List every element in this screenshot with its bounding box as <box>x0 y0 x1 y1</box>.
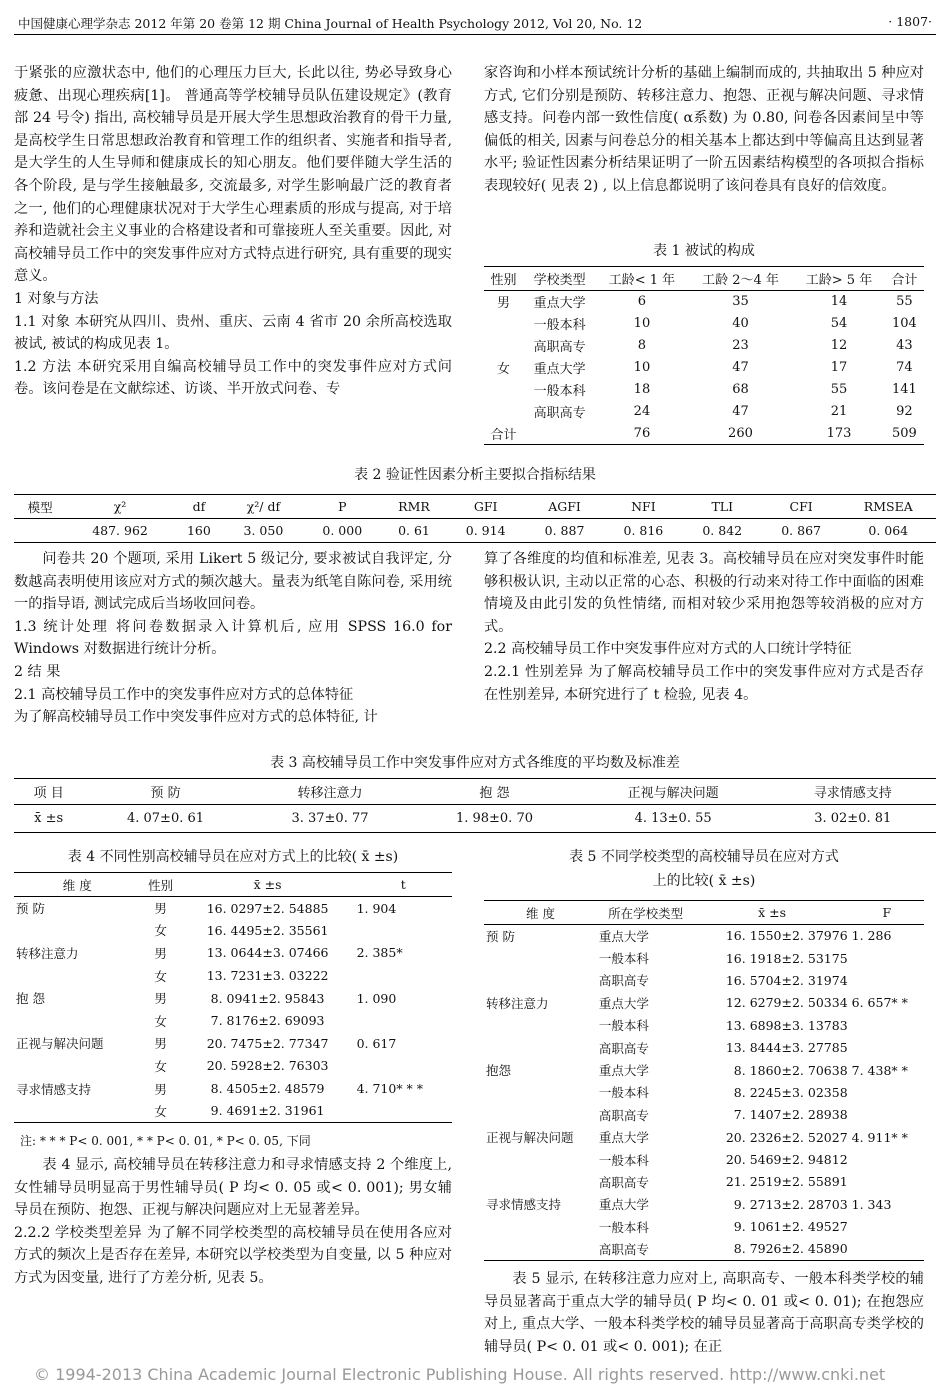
table-cell: 9. 2713±2. 28703 <box>733 1196 848 1212</box>
table-header-cell: χ² <box>113 499 127 514</box>
table-cell: 4. 13±0. 55 <box>634 811 712 826</box>
table-cell: 160 <box>186 523 211 538</box>
table1-caption: 表 1 被试的构成 <box>653 243 755 259</box>
table-row <box>484 1148 924 1170</box>
table-cell: 高职高专 <box>598 973 649 989</box>
table-cell <box>484 401 523 423</box>
table-row <box>14 942 452 965</box>
table-cell: 13. 7231±3. 03222 <box>206 968 329 984</box>
table-cell: 35 <box>732 294 749 310</box>
table-cell <box>850 1036 924 1058</box>
table-cell: 13. 0644±3. 07466 <box>206 945 329 961</box>
table-cell: 女 <box>154 968 167 984</box>
table-cell: 487. 962 <box>92 523 148 538</box>
table-cell: 抱怨 <box>486 1063 512 1079</box>
table-cell: 一般本科 <box>598 1219 649 1235</box>
table-cell <box>14 1055 141 1078</box>
table-header-cell: 所在学校类型 <box>608 905 684 921</box>
paragraph: 算了各维度的均值和标准差, 见表 3。高校辅导员在应对突发事件时能够积极认识, 主动以正常的心态、积极的行动来对待工作中面临的困难情境及由此引发的负性情绪, 而相对较少采用抱怨等较消极的应对方式。 <box>484 551 924 635</box>
table-cell: 0. 914 <box>465 523 506 538</box>
table-cell: 8. 1860±2. 70638 <box>733 1062 848 1078</box>
table-cell: 6 <box>637 294 647 310</box>
table-row <box>484 1036 924 1058</box>
section-heading: 1 对象与方法 <box>14 290 99 307</box>
table-cell: 16. 1918±2. 53175 <box>725 950 848 966</box>
subsection-heading: 2.2 高校辅导员工作中突发事件应对方式的人口统计学特征 <box>484 641 852 658</box>
table-cell: 男 <box>154 991 167 1007</box>
table-header-cell: 模型 <box>27 499 53 515</box>
table-cell: 合计 <box>490 427 517 443</box>
paragraph: 1.3 统计处理 将问卷数据录入计算机后, 应用 SPSS 16.0 for Windows 对数据进行统计分析。 <box>14 618 452 658</box>
header-rule <box>14 34 936 35</box>
table-cell: 20. 5469±2. 94812 <box>725 1152 848 1168</box>
table-row <box>14 919 452 942</box>
table-cell: 13. 6898±3. 13783 <box>725 1017 848 1033</box>
table-cell <box>850 1104 924 1126</box>
table4-caption: 表 4 不同性别高校辅导员在应对方式上的比较( x̄ ±s) <box>67 849 399 865</box>
table-cell: 16. 5704±2. 31974 <box>725 972 848 988</box>
table-cell <box>484 1216 597 1238</box>
table-cell: 正视与解决问题 <box>486 1130 574 1146</box>
table-cell: 16. 4495±2. 35561 <box>206 922 329 938</box>
table-cell <box>850 1216 924 1238</box>
table-row <box>14 1009 452 1032</box>
table-header-row <box>484 901 924 925</box>
table-cell <box>850 1171 924 1193</box>
table-cell: 重点大学 <box>598 995 649 1011</box>
table5-caption: 表 5 不同学校类型的高校辅导员在应对方式 <box>569 849 839 865</box>
table-header-cell: t <box>400 877 406 892</box>
table-cell: 20. 5928±2. 76303 <box>206 1058 329 1074</box>
table-row <box>14 1032 452 1055</box>
table-cell <box>850 1148 924 1170</box>
table-row <box>484 1216 924 1238</box>
table-header-cell: AGFI <box>548 499 581 514</box>
table-row <box>484 947 924 969</box>
table-cell <box>484 1148 597 1170</box>
table-cell: 女 <box>154 923 167 939</box>
table-cell: 12 <box>830 338 848 353</box>
table-row <box>484 1126 924 1148</box>
table-cell: 13. 8444±3. 27785 <box>725 1040 848 1056</box>
table-cell: 74 <box>896 360 913 375</box>
paragraph: 表 5 显示, 在转移注意力应对上, 高职高专、一般本科类学校的辅导员显著高于重点大学的辅导员( P 均< 0. 01 或< 0. 01); 在抱怨应对上, 重点大学、一般本科类学校的辅导员显著高于高职高专类学校的辅导员( P< 0. 01 或< 0. 001); 在正 <box>484 1271 924 1355</box>
table-cell: x̄ ±s <box>34 811 64 826</box>
table-header-row <box>14 495 936 519</box>
table-row <box>484 1104 924 1126</box>
table-cell <box>355 1009 452 1032</box>
table-header-row <box>14 873 452 897</box>
table-header-cell: 寻求情感支持 <box>813 786 892 801</box>
table-cell <box>355 919 452 942</box>
left-column-top <box>14 62 452 401</box>
table-cell: 8. 0941±2. 95843 <box>210 990 325 1006</box>
table-cell: 0. 887 <box>544 523 585 538</box>
table-row <box>14 964 452 987</box>
table-header-cell: P <box>338 499 347 514</box>
table-cell <box>850 1014 924 1036</box>
table-header-cell: F <box>882 905 892 920</box>
table-cell: 68 <box>732 382 749 397</box>
table-cell: 173 <box>826 425 852 441</box>
table-cell: 一般本科 <box>598 1018 649 1034</box>
table5 <box>484 900 924 1261</box>
table-cell: 重点大学 <box>533 362 586 377</box>
table-cell: 一般本科 <box>598 951 649 967</box>
table-cell: 92 <box>896 404 913 419</box>
table-row <box>14 805 936 833</box>
table-row <box>484 291 924 313</box>
table-cell: 寻求情感支持 <box>16 1081 92 1097</box>
table2 <box>14 494 936 543</box>
table-row <box>14 987 452 1010</box>
subsection-heading: 2.1 高校辅导员工作中的突发事件应对方式的总体特征 <box>14 686 354 703</box>
table4 <box>14 872 452 1123</box>
table-cell: 55 <box>830 382 848 397</box>
table-cell: 43 <box>896 338 913 353</box>
table-cell: 9. 4691±2. 31961 <box>210 1103 325 1119</box>
table-row <box>484 313 924 335</box>
table-cell: 8 <box>637 338 647 353</box>
table-header-cell: RMSEA <box>863 499 913 514</box>
table-cell: 一般本科 <box>598 1085 649 1101</box>
table-header-cell: 合计 <box>891 273 918 288</box>
table-cell: 23 <box>732 338 749 353</box>
table1 <box>484 266 924 445</box>
table-cell: 55 <box>896 294 913 310</box>
table-cell <box>355 1055 452 1078</box>
table-cell: 女 <box>154 1058 167 1074</box>
table-cell: 高职高专 <box>598 1040 649 1056</box>
table-header-row <box>484 267 924 291</box>
table-cell: 104 <box>892 316 917 331</box>
table-row <box>484 335 924 357</box>
table-cell: 一般本科 <box>533 318 586 333</box>
table-header-cell: NFI <box>631 499 656 514</box>
table-row <box>484 1171 924 1193</box>
table-row <box>484 969 924 991</box>
paragraph: 1.2 方法 本研究采用自编高校辅导员工作中的突发事件应对方式问卷。该问卷是在文献综述、访谈、半开放式问卷、专 <box>14 358 452 398</box>
paragraph: 问卷共 20 个题项, 采用 Likert 5 级记分, 要求被试自我评定, 分数越高表明使用该应对方式的频次越大。量表为纸笔自陈问卷, 采用统一的指导语, 测试完成后当场收回问卷。 <box>14 551 452 613</box>
table-row <box>14 897 452 920</box>
table-cell: 17 <box>830 360 848 375</box>
table-header-cell: 项 目 <box>33 786 64 801</box>
journal-header: 中国健康心理学杂志 2012 年第 20 卷第 12 期 China Journal of Health Psychology 2012, Vol 20, No. 12 <box>18 16 643 31</box>
table-cell <box>355 1100 452 1123</box>
table-row <box>484 925 924 947</box>
table-cell: 1. 904 <box>356 900 397 916</box>
table-cell: 8. 2245±3. 02358 <box>733 1084 848 1100</box>
table-cell: 12. 6279±2. 50334 <box>725 995 848 1011</box>
table-cell: 女 <box>497 362 511 377</box>
paragraph: 表 4 显示, 高校辅导员在转移注意力和寻求情感支持 2 个维度上, 女性辅导员明显高于男性辅导员( P 均< 0. 05 或< 0. 001); 男女辅导员在预防、抱怨、正视与解决问题应对上无显著差异。 <box>14 1157 452 1219</box>
paragraph: 1.1 对象 本研究从四川、贵州、重庆、云南 4 省市 20 余所高校选取被试, 被试的构成见表 1。 <box>14 313 452 353</box>
table-cell <box>14 1009 141 1032</box>
table-header-cell: 正视与解决问题 <box>627 786 719 801</box>
table-cell: 10 <box>633 360 651 375</box>
table-cell <box>850 1238 924 1260</box>
table-row <box>484 1081 924 1103</box>
right-column-top <box>484 62 924 198</box>
table-cell <box>484 969 597 991</box>
table-cell: 4. 911* * <box>851 1129 908 1145</box>
table-cell: 转移注意力 <box>486 995 549 1011</box>
table-cell <box>14 1100 141 1123</box>
table-cell: 高职高专 <box>598 1174 649 1190</box>
table-cell: 2. 385* <box>356 945 403 961</box>
table-row <box>484 1238 924 1260</box>
table-cell: 预 防 <box>486 928 515 944</box>
table-row <box>14 519 936 543</box>
table-cell <box>484 313 523 335</box>
table-cell: 0. 617 <box>356 1035 397 1051</box>
table-cell: 男 <box>154 1036 167 1052</box>
table-header-row <box>14 779 936 805</box>
table-cell: 40 <box>732 316 749 331</box>
table-cell: 男 <box>154 945 167 961</box>
table-cell <box>484 1036 597 1058</box>
table-cell: 260 <box>728 425 753 441</box>
table-cell: 1. 98±0. 70 <box>455 811 533 826</box>
table-cell: 21 <box>830 404 848 419</box>
table-cell: 高职高专 <box>533 406 586 421</box>
table-cell: 18 <box>633 382 651 397</box>
table-cell: 16. 0297±2. 54885 <box>206 900 329 916</box>
table-cell: 47 <box>732 360 749 375</box>
table-cell: 转移注意力 <box>16 945 79 961</box>
table-cell: 4. 710* * * <box>356 1081 424 1097</box>
table-row <box>484 379 924 401</box>
table-cell: 16. 1550±2. 37976 <box>725 928 848 944</box>
table-cell: 6. 657* * <box>851 995 908 1011</box>
table-cell: 男 <box>154 901 167 917</box>
table-row <box>484 401 924 423</box>
table-cell: 重点大学 <box>598 1130 649 1146</box>
table-cell <box>484 947 597 969</box>
table-header-cell: 工龄 2～4 年 <box>702 273 779 288</box>
table-cell: 47 <box>732 404 749 419</box>
right-column-bottom <box>484 1268 924 1358</box>
table-cell: 7. 8176±2. 69093 <box>210 1013 325 1029</box>
table-cell: 一般本科 <box>533 384 586 399</box>
table-cell: 8. 4505±2. 48579 <box>210 1081 325 1097</box>
table-row <box>484 423 924 445</box>
table-header-cell: TLI <box>711 499 734 514</box>
table-cell: 0. 000 <box>322 523 363 538</box>
table-cell: 重点大学 <box>598 928 649 944</box>
paragraph: 2.2.1 性别差异 为了解高校辅导员工作中的突发事件应对方式是否存在性别差异, 本研究进行了 t 检验, 见表 4。 <box>484 663 924 703</box>
table-cell: 20. 7475±2. 77347 <box>206 1035 329 1051</box>
table-cell: 1. 343 <box>851 1196 892 1212</box>
table-row <box>484 992 924 1014</box>
left-column-mid <box>14 548 452 729</box>
left-column-bottom <box>14 1154 452 1290</box>
table-cell: 8. 7926±2. 45890 <box>733 1241 848 1257</box>
paragraph: 于紧张的应激状态中, 他们的心理压力巨大, 长此以往, 势必导致身心疲惫、出现心理疾病[1]。 普通高等学校辅导员队伍建设规定》(教育部 24 号令) 指出, 高校辅导员是开展大学生思想政治教育的骨干力量, 是高校学生日常思想政治教育和管理工作的组织者、实施者和指导者, 是大学生的人生导师和健康成长的知心朋友。他们要伴随大学生活的各个阶段, 是与学生接触最多, 交流最多, 对学生影响最广泛的教育者之一, 他们的心理健康状况对于大学生心理素质的形成与提高, 对于培养和造就社会主义事业的合格建设者和可靠接班人至关重要。因此, 对高校辅导员工作中的突发事件应对方式特点进行研究, 具有重要的现实意义。 <box>14 65 452 285</box>
table-cell: 3. 02±0. 81 <box>814 811 892 826</box>
table-header-cell: x̄ ±s <box>758 905 786 920</box>
table-cell: 一般本科 <box>598 1152 649 1168</box>
table-cell <box>14 964 141 987</box>
table-cell: 高职高专 <box>598 1241 649 1257</box>
paragraph: 为了解高校辅导员工作中突发事件应对方式的总体特征, 计 <box>14 709 378 726</box>
table-cell <box>484 1081 597 1103</box>
table-cell: 寻求情感支持 <box>486 1197 562 1213</box>
table-cell: 1. 090 <box>356 990 397 1006</box>
table-cell: 10 <box>633 316 651 331</box>
table-cell <box>484 335 523 357</box>
table-row <box>484 1193 924 1215</box>
table-cell <box>484 1171 597 1193</box>
table3-caption: 表 3 高校辅导员工作中突发事件应对方式各维度的平均数及标准差 <box>270 755 680 771</box>
table3 <box>14 778 936 833</box>
paragraph: 家咨询和小样本预试统计分析的基础上编制而成的, 共抽取出 5 种应对方式, 它们分别是预防、转移注意力、抱怨、正视与解决问题、寻求情感支持。问卷内部一致性信度( α系数) 为 0.80, 问卷各因素间呈中等偏低的相关, 因素与问卷总分的相关基本上都达到中等偏高且达到显著水平; 验证性因素分析结果证明了一阶五因素结构模型的各项拟合指标表现较好( 见表 2) , 以上信息都说明了该问卷具有良好的信效度。 <box>484 65 924 194</box>
right-column-mid <box>484 548 924 706</box>
table-cell: 0. 816 <box>623 523 664 538</box>
table-header-cell: 维 度 <box>62 877 92 893</box>
table-cell <box>850 1081 924 1103</box>
table-header-cell: GFI <box>473 499 498 514</box>
table-cell: 男 <box>497 296 511 312</box>
table5-caption-cont: 上的比较( x̄ ±s) <box>652 873 756 889</box>
table-row <box>484 357 924 379</box>
table-header-cell: x̄ ±s <box>253 877 282 892</box>
table-cell <box>484 379 523 401</box>
table-cell: 7. 1407±2. 28938 <box>733 1107 848 1123</box>
copyright-watermark: © 1994-2013 China Academic Journal Electronic Publishing House. All rights reserved. http://www.cnki.net <box>34 1365 886 1384</box>
section-heading: 2 结 果 <box>14 663 61 680</box>
table-cell <box>484 1014 597 1036</box>
table-cell: 3. 37±0. 77 <box>291 811 369 826</box>
table-cell: 24 <box>633 404 651 419</box>
table-cell: 高职高专 <box>533 340 586 355</box>
table-cell: 女 <box>154 1013 167 1029</box>
table-cell <box>14 519 66 543</box>
table-cell: 3. 050 <box>243 523 284 538</box>
table-cell: 重点大学 <box>598 1197 649 1213</box>
table-cell: 男 <box>154 1081 167 1097</box>
table-header-cell: 维 度 <box>525 905 555 921</box>
table-cell: 0. 61 <box>398 523 430 538</box>
table-cell: 女 <box>154 1103 167 1119</box>
table-cell: 7. 438* * <box>851 1062 908 1078</box>
table-cell: 9. 1061±2. 49527 <box>733 1219 848 1235</box>
table-cell: 14 <box>830 294 848 310</box>
table-header-cell: 抱 怨 <box>479 786 510 801</box>
table-header-cell: 性别 <box>148 877 174 893</box>
table-cell: 20. 2326±2. 52027 <box>725 1129 848 1145</box>
table-cell: 正视与解决问题 <box>16 1036 104 1052</box>
table-cell: 141 <box>892 382 917 397</box>
table-header-cell: 工龄> 5 年 <box>805 273 873 288</box>
table-row <box>14 1055 452 1078</box>
table-cell: 21. 2519±2. 55891 <box>725 1174 848 1190</box>
table-header-cell: df <box>192 499 206 514</box>
table-cell: 1. 286 <box>851 928 892 944</box>
table-cell <box>484 1104 597 1126</box>
table-header-cell: 工龄< 1 年 <box>608 273 676 288</box>
table-header-cell: 转移注意力 <box>297 786 363 801</box>
table-header-cell: CFI <box>789 499 813 514</box>
table-cell <box>523 423 596 445</box>
table-header-cell: 学校类型 <box>533 273 586 288</box>
table-row <box>484 1059 924 1081</box>
table-cell: 4. 07±0. 61 <box>126 811 205 826</box>
table-header-cell: 性别 <box>490 273 517 288</box>
table-header-cell: RMR <box>398 499 430 514</box>
table-row <box>14 1077 452 1100</box>
table-cell <box>355 964 452 987</box>
table-cell: 重点大学 <box>533 296 586 312</box>
table-cell: 0. 842 <box>702 523 743 538</box>
table-cell <box>14 919 141 942</box>
table-header-cell: 预 防 <box>150 786 181 801</box>
table-cell: 54 <box>830 316 848 331</box>
table-cell: 高职高专 <box>598 1107 649 1123</box>
table-cell: 0. 867 <box>781 523 821 538</box>
table-row <box>484 1014 924 1036</box>
table-cell <box>484 1238 597 1260</box>
table2-caption: 表 2 验证性因素分析主要拟合指标结果 <box>354 467 596 483</box>
table-header-cell: χ²/ df <box>246 499 281 514</box>
table-row <box>14 1100 452 1123</box>
page-number: · 1807· <box>888 14 932 29</box>
table-cell: 0. 064 <box>868 523 909 538</box>
table-cell: 509 <box>892 425 917 441</box>
table4-note: 注: * * * P< 0. 001, * * P< 0. 01, * P< 0. 05, 下同 <box>20 1134 311 1148</box>
table-cell: 重点大学 <box>598 1063 649 1079</box>
table-cell <box>850 947 924 969</box>
table-cell: 预 防 <box>16 901 45 917</box>
paragraph: 2.2.2 学校类型差异 为了解不同学校类型的高校辅导员在使用各应对方式的频次上是否存在差异, 本研究以学校类型为自变量, 以 5 种应对方式为因变量, 进行了方差分析, 见表 5。 <box>14 1224 452 1286</box>
table-cell: 76 <box>633 425 651 441</box>
table-cell <box>850 969 924 991</box>
table-cell: 抱 怨 <box>16 991 45 1007</box>
